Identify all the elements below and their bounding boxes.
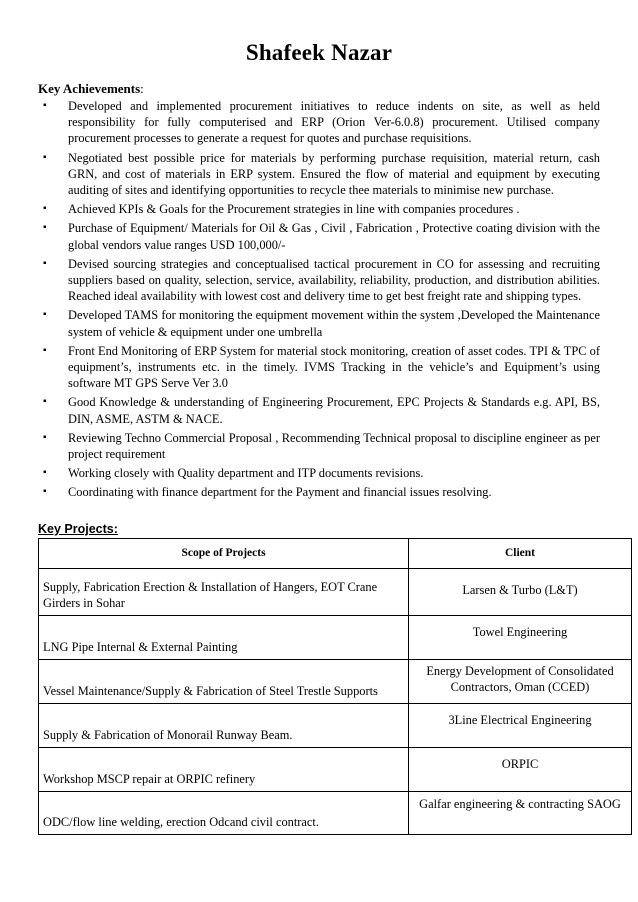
square-bullet-icon: ▪	[43, 100, 47, 111]
scope-cell: Workshop MSCP repair at ORPIC refinery	[39, 748, 409, 792]
square-bullet-icon: ▪	[43, 467, 47, 479]
achievement-text: Good Knowledge & understanding of Engineering Procurement, EPC Projects & Standards e.g. API, BS, DIN, ASME, ASTM & NACE.	[68, 395, 600, 426]
achievement-item	[38, 98, 600, 147]
achievement-item	[38, 465, 600, 481]
achievement-text: Reviewing Techno Commercial Proposal , Recommending Technical proposal to discipline engineer as per project requirement	[68, 430, 600, 462]
table-row	[39, 660, 632, 704]
achievement-item	[38, 256, 600, 305]
client-cell: Energy Development of Consolidated Contractors, Oman (CCED)	[409, 660, 632, 704]
achievement-text: Developed and implemented procurement initiatives to reduce indents on site, as well as held responsibility for fully computerised and ERP (Orion Ver-6.0.8) procurement. Utilised company procurement processes to generate a request for quotes and purchase requisitions.	[68, 99, 600, 146]
achievement-item	[38, 430, 600, 462]
achievement-item	[38, 150, 600, 199]
achievement-text: Devised sourcing strategies and conceptualised tactical procurement in CO for assessing and recruiting suppliers based on quality, selection, service, availability, reliability, production, and distribution abilities. Reached ideal availability with lowest cost and delivery time to get best freight rate and shipping types.	[68, 256, 600, 304]
square-bullet-icon: ▪	[43, 396, 47, 408]
client-column-header: Client	[409, 539, 632, 569]
table-row	[39, 792, 632, 835]
achievement-text: Working closely with Quality department and ITP documents revisions.	[68, 466, 424, 481]
achievement-item	[38, 307, 600, 339]
achievement-text: Front End Monitoring of ERP System for material stock monitoring, creation of asset codes. TPI & TPC of equipment’s, instruments etc. in the timely. IVMS Tracking in the vehicle’s and Equipment’s using software MT GPS Serve Ver 3.0	[68, 343, 600, 391]
projects-table-header	[39, 539, 632, 569]
square-bullet-icon: ▪	[43, 151, 47, 163]
scope-cell: Supply, Fabrication Erection & Installation of Hangers, EOT Crane Girders in Sohar	[39, 569, 409, 616]
square-bullet-icon: ▪	[43, 309, 47, 321]
achievement-text: Coordinating with finance department for the Payment and financial issues resolving.	[68, 485, 492, 500]
table-row	[39, 616, 632, 660]
square-bullet-icon: ▪	[43, 486, 47, 498]
achievement-text: Negotiated best possible price for materials by performing purchase requisition, material return, cash GRN, and cost of materials in ERP system. Ensured the flow of material and equipment by executing auditing of sites and identifying opportunities to recycle thee materials to minimise new purchase.	[68, 150, 600, 198]
key-achievements-heading	[38, 81, 144, 97]
scope-cell: ODC/flow line welding, erection Odcand civil contract.	[39, 792, 409, 835]
table-row	[39, 569, 632, 616]
achievement-text: Developed TAMS for monitoring the equipment movement within the system ,Developed the Maintenance system of vehicle & equipment under one umbrella	[68, 308, 600, 339]
square-bullet-icon: ▪	[43, 344, 47, 356]
achievement-item	[38, 394, 600, 426]
square-bullet-icon: ▪	[43, 222, 47, 234]
table-row	[39, 704, 632, 748]
square-bullet-icon: ▪	[43, 431, 47, 443]
square-bullet-icon: ▪	[43, 257, 47, 269]
achievement-item	[38, 201, 600, 217]
key-projects-heading: Key Projects:	[38, 522, 118, 536]
client-cell: Larsen & Turbo (L&T)	[409, 569, 632, 616]
client-cell: 3Line Electrical Engineering	[409, 704, 632, 748]
achievement-item	[38, 484, 600, 500]
scope-cell: Vessel Maintenance/Supply & Fabrication of Steel Trestle Supports	[39, 660, 409, 704]
key-achievements-heading-text: Key Achievements	[38, 81, 141, 96]
achievement-item	[38, 220, 600, 252]
key-achievements-heading-colon: :	[140, 81, 144, 96]
candidate-name: Shafeek Nazar	[245, 40, 393, 65]
achievement-text: Purchase of Equipment/ Materials for Oil & Gas , Civil , Fabrication , Protective coating division with the global vendors value ranges USD 100,000/-	[68, 221, 600, 252]
scope-cell: Supply & Fabrication of Monorail Runway Beam.	[39, 704, 409, 748]
scope-column-header: Scope of Projects	[39, 539, 409, 569]
scope-cell: LNG Pipe Internal & External Painting	[39, 616, 409, 660]
client-cell: Galfar engineering & contracting SAOG	[409, 792, 632, 835]
achievements-list	[38, 98, 600, 504]
projects-table	[38, 538, 632, 835]
client-cell: ORPIC	[409, 748, 632, 792]
achievement-item	[38, 343, 600, 392]
achievement-text: Achieved KPIs & Goals for the Procurement strategies in line with companies procedures .	[68, 202, 520, 217]
client-cell: Towel Engineering	[409, 616, 632, 660]
table-row	[39, 748, 632, 792]
square-bullet-icon: ▪	[43, 203, 47, 215]
